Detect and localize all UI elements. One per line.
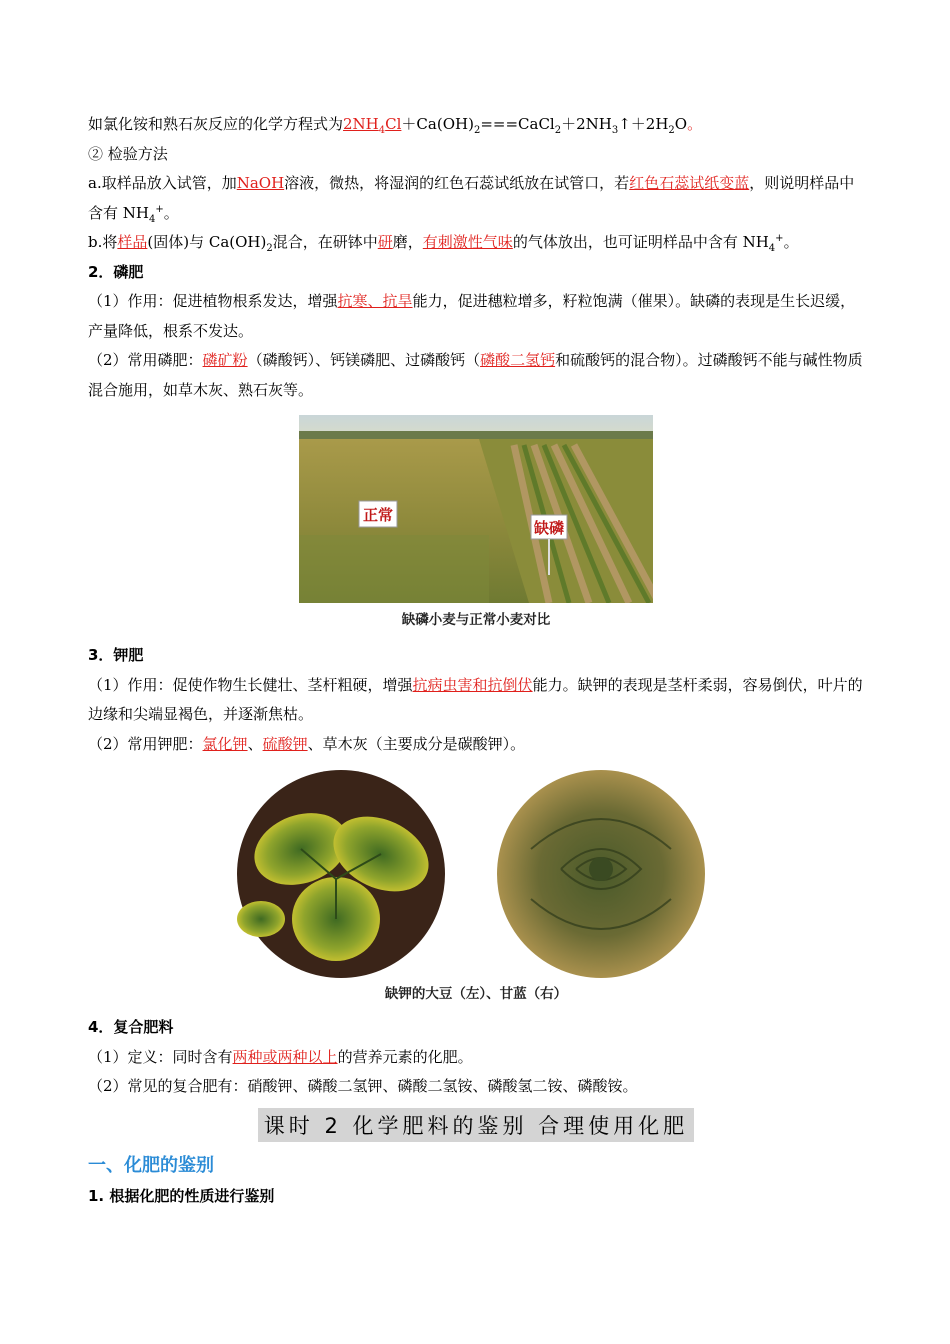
potash-figure <box>88 769 864 1005</box>
soybean-cabbage-image <box>231 769 721 979</box>
answer-naoh: NaOH <box>236 174 285 192</box>
sign-normal: 正常 <box>362 506 394 524</box>
compound-examples: （2）常见的复合肥有：硝酸钾、磷酸二氢钾、磷酸二氢铵、磷酸氢二铵、磷酸铵。 <box>88 1077 638 1095</box>
reactant-highlight: $2NH_4Cl$ <box>343 115 402 136</box>
figure-caption-potash: 缺钾的大豆（左）、甘蓝（右） <box>384 986 568 1002</box>
answer-litmus: 红色石蕊试纸变蓝 <box>629 174 750 192</box>
phosphate-common: （2）常用磷肥：磷矿粉（磷酸钙）、钙镁磷肥、过磷酸钙（磷酸二氢钙和硫酸钙的混合物）。过磷酸钙不能与碱性物质混合施用，如草木灰、熟石灰等。 <box>88 351 863 399</box>
subsection-heading: 1. 根据化肥的性质进行鉴别 <box>88 1186 275 1205</box>
text: 如氯化铵和熟石灰反应的化学方程式为 <box>88 115 344 133</box>
answer-pest-lodging: 抗病虫害和抗倒伏 <box>412 675 533 694</box>
potash-function: （1）作用：促使作物生长健壮、茎杆粗硬，增强抗病虫害和抗倒伏能力。缺钾的表现是茎杆柔弱，容易倒伏，叶片的边缘和尖端显褐色，并逐渐焦枯。 <box>88 675 863 723</box>
answer-smell: 有刺激性气味 <box>422 233 513 251</box>
heading-potash: 3．钾肥 <box>88 646 144 664</box>
compound-definition: （1）定义：同时含有两种或两种以上的营养元素的化肥。 <box>88 1047 473 1066</box>
figure-caption: 缺磷小麦与正常小麦对比 <box>401 612 551 628</box>
answer-dihydrogen: 磷酸二氢钙 <box>480 351 556 369</box>
method-a: a.取样品放入试管，加NaOH溶液，微热，将湿润的红色石蕊试纸放在试管口，若红色石蕊试纸变蓝，则说明样品中含有 $NH_4^+$。 <box>88 174 855 225</box>
equation-line: 如氯化铵和熟石灰反应的化学方程式为$2NH_4Cl+Ca(OH)_2===CaCl_2+2NH_3↑+2H_2O$。 <box>88 115 703 136</box>
heading-phosphate: 2．磷肥 <box>88 262 144 281</box>
answer-kcl: 氯化钾 <box>202 734 248 753</box>
method-b: b.将样品(固体)与 $Ca(OH)_2$混合，在研钵中研磨，有刺激性气味的气体放出，也可证明样品中含有 $NH_4^+$。 <box>88 233 799 254</box>
method-heading: ② 检验方法 <box>88 144 168 163</box>
wheat-figure <box>88 415 864 631</box>
answer-grind: 研 <box>377 233 393 251</box>
lesson-banner: 课时 2 化学肥料的鉴别 合理使用化肥 <box>258 1108 694 1142</box>
answer-rock-phosphate: 磷矿粉 <box>202 351 248 369</box>
answer-two-or-more: 两种或两种以上 <box>232 1047 338 1066</box>
lesson-banner-wrap <box>88 1108 864 1142</box>
document-page <box>88 110 864 1211</box>
wheat-field-image <box>299 415 653 603</box>
section-heading: 一、化肥的鉴别 <box>88 1154 214 1176</box>
sign-deficient: 缺磷 <box>533 519 565 537</box>
phosphate-function: （1）作用：促进植物根系发达，增强抗寒、抗旱能力，促进穗粒增多，籽粒饱满（催果）。缺磷的表现是生长迟缓，产量降低，根系不发达。 <box>88 292 856 340</box>
answer-k2so4: 硫酸钾 <box>262 734 308 753</box>
heading-compound: 4．复合肥料 <box>88 1018 174 1036</box>
answer-cold-drought: 抗寒、抗旱 <box>337 292 413 310</box>
potash-common: （2）常用钾肥：氯化钾、硫酸钾、草木灰（主要成分是碳酸钾）。 <box>88 734 526 753</box>
answer-sample: 样品 <box>117 233 148 251</box>
